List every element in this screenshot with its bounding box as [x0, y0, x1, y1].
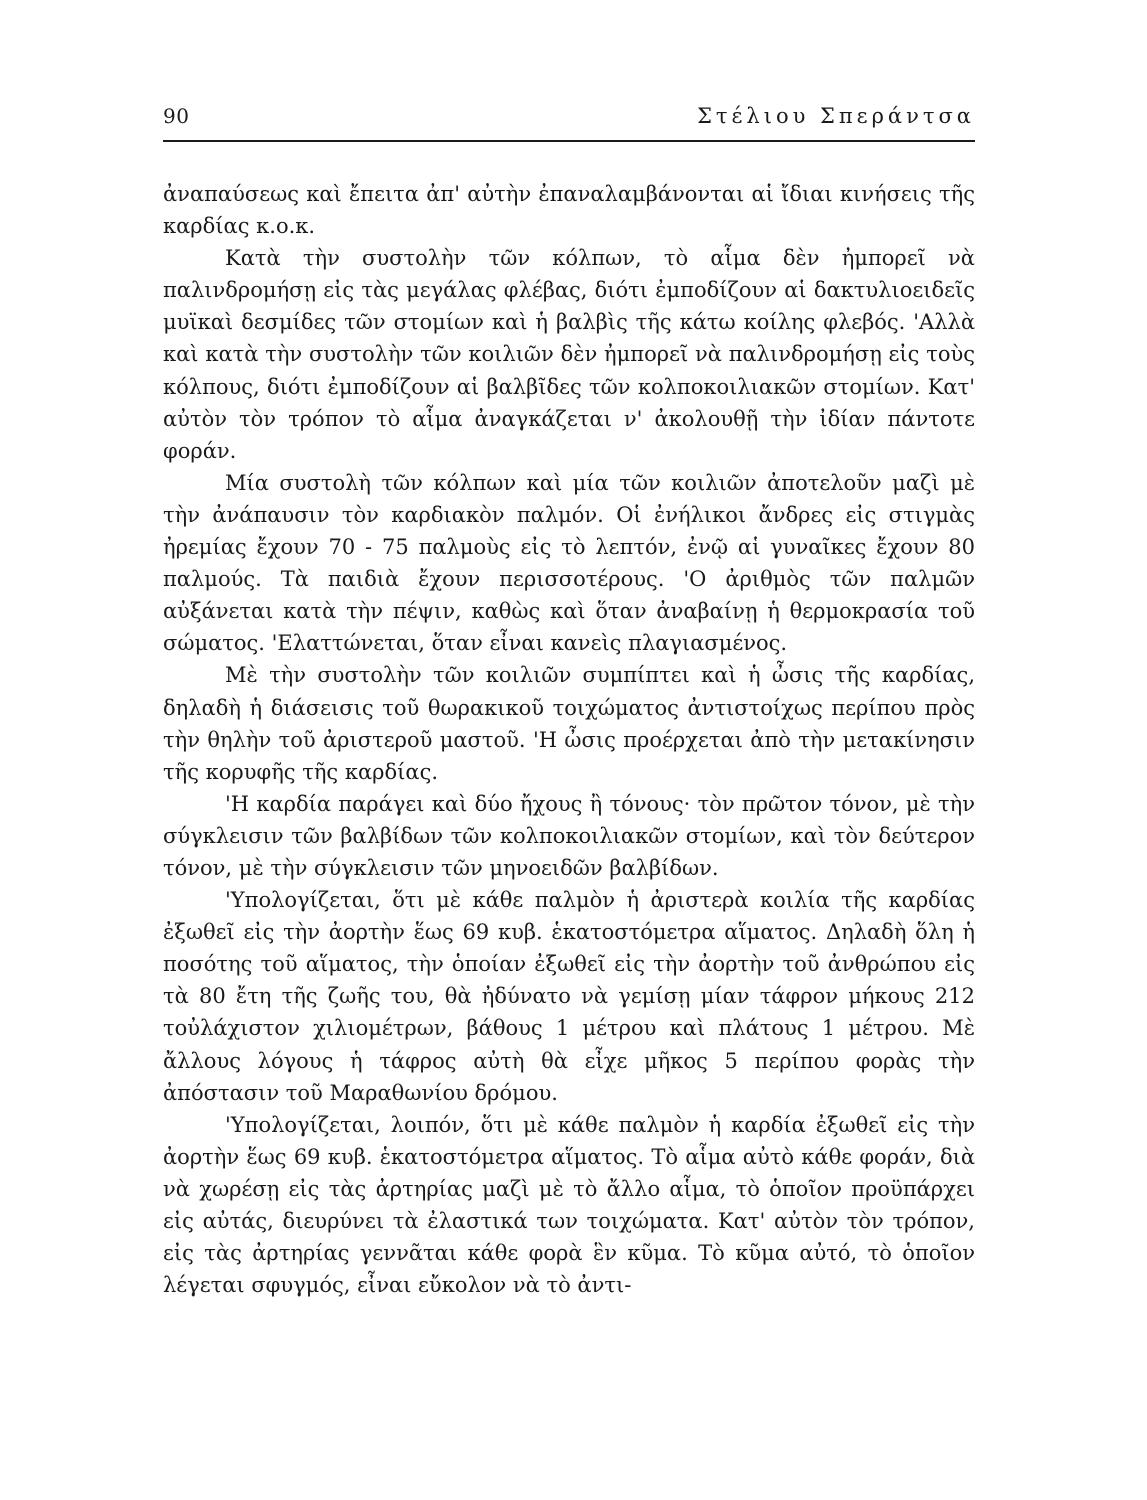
paragraph: 'Υπολογίζεται, λοιπόν, ὅτι μὲ κάθε παλμὸν ἡ καρδία ἐξωθεῖ εἰς τὴν ἀορτὴν ἕως 69 κυβ. ἑκατοστόμετρα αἵματος. Τὸ αἷμα αὐτὸ κάθε φοράν, διὰ νὰ χωρέσῃ εἰς τὰς ἀρτηρίας μαζὶ μὲ τὸ ἄλλο αἷμα, τὸ ὁποῖον προϋπάρχει εἰς αὐτάς, διευρύνει τὰ ἐλαστικά των τοιχώματα. Κατ' αὐτὸν τὸν τρόπον, εἰς τὰς ἀρτηρίας γεννᾶται κάθε φορὰ ἓν κῦμα. Τὸ κῦμα αὐτό, τὸ ὁποῖον λέγεται σφυγμός, εἶναι εὔκολον νὰ τὸ ἀντι-	[163, 1112, 975, 1298]
paragraph: Μία συστολὴ τῶν κόλπων καὶ μία τῶν κοιλιῶν ἀποτελοῦν μαζὶ μὲ τὴν ἀνάπαυσιν τὸν καρδιακὸν παλμόν. Οἱ ἐνήλικοι ἄνδρες εἰς στιγμὰς ἠρεμίας ἔχουν 70 - 75 παλμοὺς εἰς τὸ λεπτόν, ἐνῷ αἱ γυναῖκες ἔχουν 80 παλμούς. Τὰ παιδιὰ ἔχουν περισσοτέρους. 'Ο ἀριθμὸς τῶν παλμῶν αὐξάνεται κατὰ τὴν πέψιν, καθὼς καὶ ὅταν ἀναβαίνῃ ἡ θερμοκρασία τοῦ σώματος. 'Ελαττώνεται, ὅταν εἶναι κανεὶς πλαγιασμένος.	[163, 470, 975, 656]
paragraph: Μὲ τὴν συστολὴν τῶν κοιλιῶν συμπίπτει καὶ ἡ ὦσις τῆς καρδίας, δηλαδὴ ἡ διάσεισις τοῦ θωρακικοῦ τοιχώματος ἀντιστοίχως περίπου πρὸς τὴν θηλὴν τοῦ ἀριστεροῦ μαστοῦ. 'Η ὦσις προέρχεται ἀπὸ τὴν μετακίνησιν τῆς κορυφῆς τῆς καρδίας.	[163, 663, 975, 784]
page-number: 90	[163, 104, 190, 128]
header-rule	[163, 140, 975, 142]
running-head: Στέλιου Σπεράντσα	[697, 104, 975, 128]
page-header	[163, 104, 975, 136]
paragraph-continuation: ἀναπαύσεως καὶ ἔπειτα ἀπ' αὐτὴν ἐπαναλαμβάνονται αἱ ἴδιαι κινήσεις τῆς καρδίας κ.ο.κ.	[163, 182, 975, 239]
paragraph: 'Υπολογίζεται, ὅτι μὲ κάθε παλμὸν ἡ ἀριστερὰ κοιλία τῆς καρδίας ἐξωθεῖ εἰς τὴν ἀορτὴν ἕως 69 κυβ. ἑκατοστόμετρα αἵματος. Δηλαδὴ ὅλη ἡ ποσότης τοῦ αἵματος, τὴν ὁποίαν ἐξωθεῖ εἰς τὴν ἀορτὴν τοῦ ἀνθρώπου εἰς τὰ 80 ἔτη τῆς ζωῆς του, θὰ ἠδύνατο νὰ γεμίσῃ μίαν τάφρον μήκους 212 τοὐλάχιστον χιλιομέτρων, βάθους 1 μέτρου καὶ πλάτους 1 μέτρου. Μὲ ἄλλους λόγους ἡ τάφρος αὐτὴ θὰ εἶχε μῆκος 5 περίπου φορὰς τὴν ἀπόστασιν τοῦ Μαραθωνίου δρόμου.	[163, 888, 975, 1105]
paragraph: 'Η καρδία παράγει καὶ δύο ἤχους ἢ τόνους· τὸν πρῶτον τόνον, μὲ τὴν σύγκλεισιν τῶν βαλβίδων τῶν κολποκοιλιακῶν στομίων, καὶ τὸν δεύτερον τόνον, μὲ τὴν σύγκλεισιν τῶν μηνοειδῶν βαλβίδων.	[163, 791, 975, 880]
paragraph: Κατὰ τὴν συστολὴν τῶν κόλπων, τὸ αἷμα δὲν ἠμπορεῖ νὰ παλινδρομήσῃ εἰς τὰς μεγάλας φλέβας, διότι ἐμποδίζουν αἱ δακτυλιοειδεῖς μυϊκαὶ δεσμίδες τῶν στομίων καὶ ἡ βαλβὶς τῆς κάτω κοίλης φλεβός. 'Αλλὰ καὶ κατὰ τὴν συστολὴν τῶν κοιλιῶν δὲν ἠμπορεῖ νὰ παλινδρομήσῃ εἰς τοὺς κόλπους, διότι ἐμποδίζουν αἱ βαλβῖδες τῶν κολποκοιλιακῶν στομίων. Κατ' αὐτὸν τὸν τρόπον τὸ αἷμα ἀναγκάζεται ν' ἀκολουθῇ τὴν ἰδίαν πάντοτε φοράν.	[163, 246, 975, 463]
page-body	[163, 178, 975, 1301]
